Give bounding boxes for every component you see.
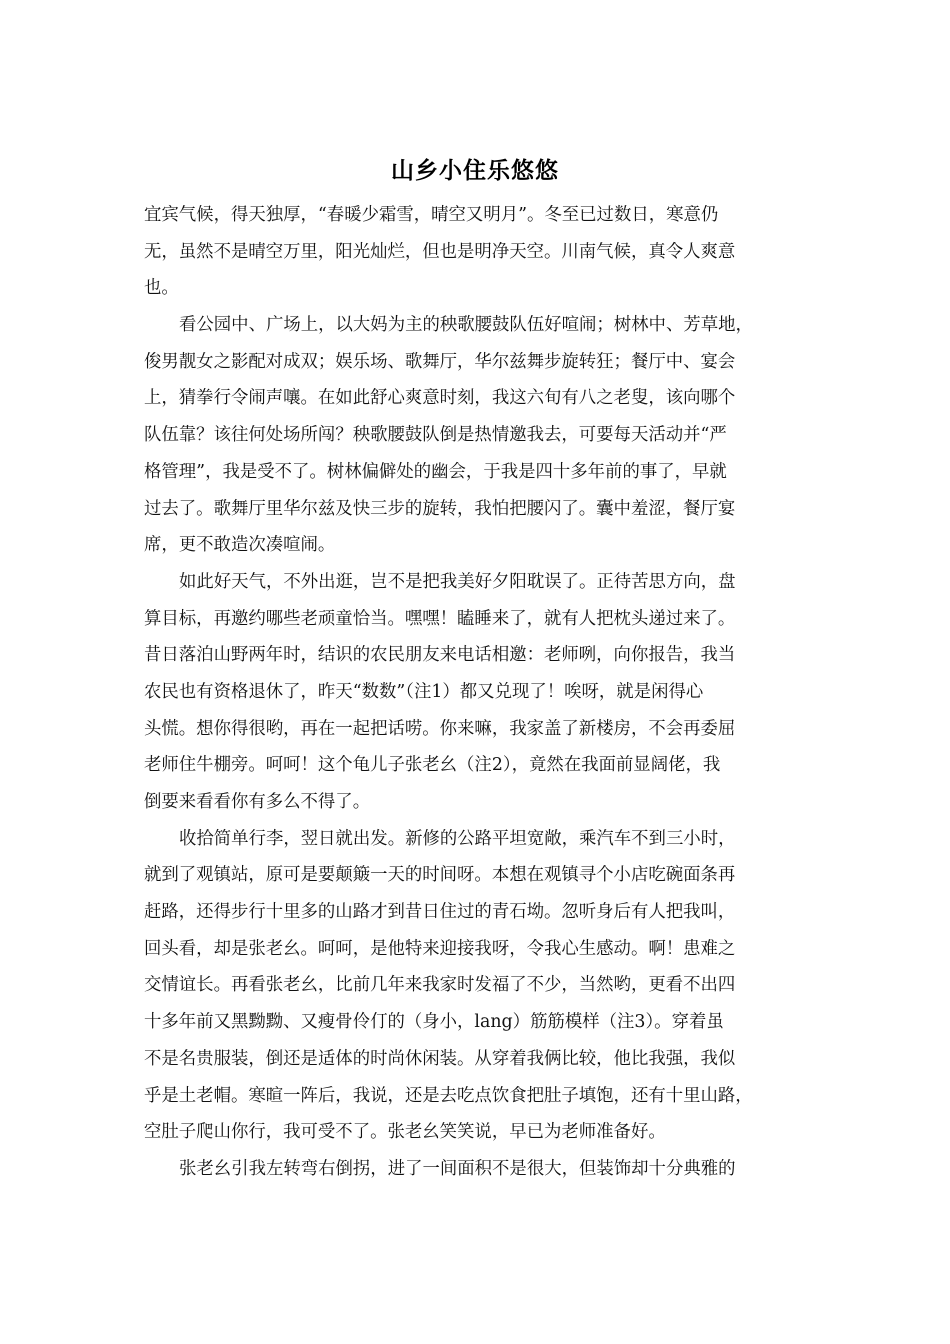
text-line: 队伍靠？该往何处场所闯？秧歌腰鼓队倒是热情邀我去，可要每天活动并“严 [144, 425, 727, 446]
text-line: 俊男靓女之影配对成双；娱乐场、歌舞厅，华尔兹舞步旋转狂；餐厅中、宴会 [144, 351, 736, 372]
text-line: 十多年前又黑黝黝、又瘦骨伶仃的（身小，lang）筋筋模样（注3）。穿着虽 [144, 1012, 724, 1033]
text-line: 不是名贵服装，倒还是适体的时尚休闲装。从穿着我俩比较，他比我强，我似 [144, 1048, 736, 1069]
paragraph-first-line: 看公园中、广场上，以大妈为主的秧歌腰鼓队伍好喧闹；树林中、芳草地， [179, 315, 753, 336]
text-line: 也。 [144, 278, 179, 299]
text-line: 赶路，还得步行十里多的山路才到昔日住过的青石坳。忽听身后有人把我叫， [144, 902, 736, 923]
text-line: 交情谊长。再看张老幺，比前几年来我家时发福了不少，当然哟，更看不出四 [144, 975, 736, 996]
paragraph-first-line: 张老幺引我左转弯右倒拐，进了一间面积不是很大，但装饰却十分典雅的 [179, 1158, 736, 1179]
text-line: 回头看，却是张老幺。呵呵，是他特来迎接我呀，令我心生感动。啊！患难之 [144, 938, 736, 959]
text-line: 过去了。歌舞厅里华尔兹及快三步的旋转，我怕把腰闪了。囊中羞涩，餐厅宴 [144, 498, 736, 519]
text-line: 倒要来看看你有多么不得了。 [144, 792, 371, 812]
text-line: 就到了观镇站，原可是要颠簸一天的时间呀。本想在观镇寻个小店吃碗面条再 [144, 865, 736, 886]
text-line: 头慌。想你得很哟，再在一起把话唠。你来嘛，我家盖了新楼房，不会再委屈 [144, 718, 736, 739]
text-line: 农民也有资格退休了，昨天“数数”（注1）都又兑现了！唉呀，就是闲得心 [144, 681, 704, 702]
document-body [144, 197, 812, 1188]
text-line: 老师住牛棚旁。呵呵！这个龟儿子张老幺（注2），竟然在我面前显阔佬，我 [144, 755, 721, 776]
text-line: 席，更不敢造次凑喧闹。 [144, 535, 336, 556]
text-line: 空肚子爬山你行，我可受不了。张老幺笑笑说，早已为老师准备好。 [144, 1122, 666, 1143]
text-line: 乎是土老帽。寒暄一阵后，我说，还是去吃点饮食把肚子填饱，还有十里山路， [144, 1085, 753, 1106]
text-line: 上，猜拳行令闹声嚷。在如此舒心爽意时刻，我这六旬有八之老叟，该向哪个 [144, 388, 736, 409]
text-line: 昔日落泊山野两年时，结识的农民朋友来电话相邀：老师咧，向你报告，我当 [144, 645, 736, 666]
text-line: 格管理”，我是受不了。树林偏僻处的幽会，于我是四十多年前的事了，早就 [144, 461, 727, 482]
paragraph-first-line: 收拾简单行李，翌日就出发。新修的公路平坦宽敞，乘汽车不到三小时， [179, 828, 736, 849]
document-title: 山乡小住乐悠悠 [391, 158, 559, 184]
text-line: 算目标，再邀约哪些老顽童恰当。嘿嘿！瞌睡来了，就有人把枕头递过来了。 [144, 608, 736, 629]
text-line: 无，虽然不是晴空万里，阳光灿烂，但也是明净天空。川南气候，真令人爽意 [144, 241, 736, 262]
paragraph-first-line: 如此好天气，不外出逛，岂不是把我美好夕阳耽误了。正待苦思方向，盘 [179, 571, 736, 592]
text-line: 宜宾气候，得天独厚，“春暖少霜雪，晴空又明月”。冬至已过数日，寒意仍 [144, 205, 719, 225]
